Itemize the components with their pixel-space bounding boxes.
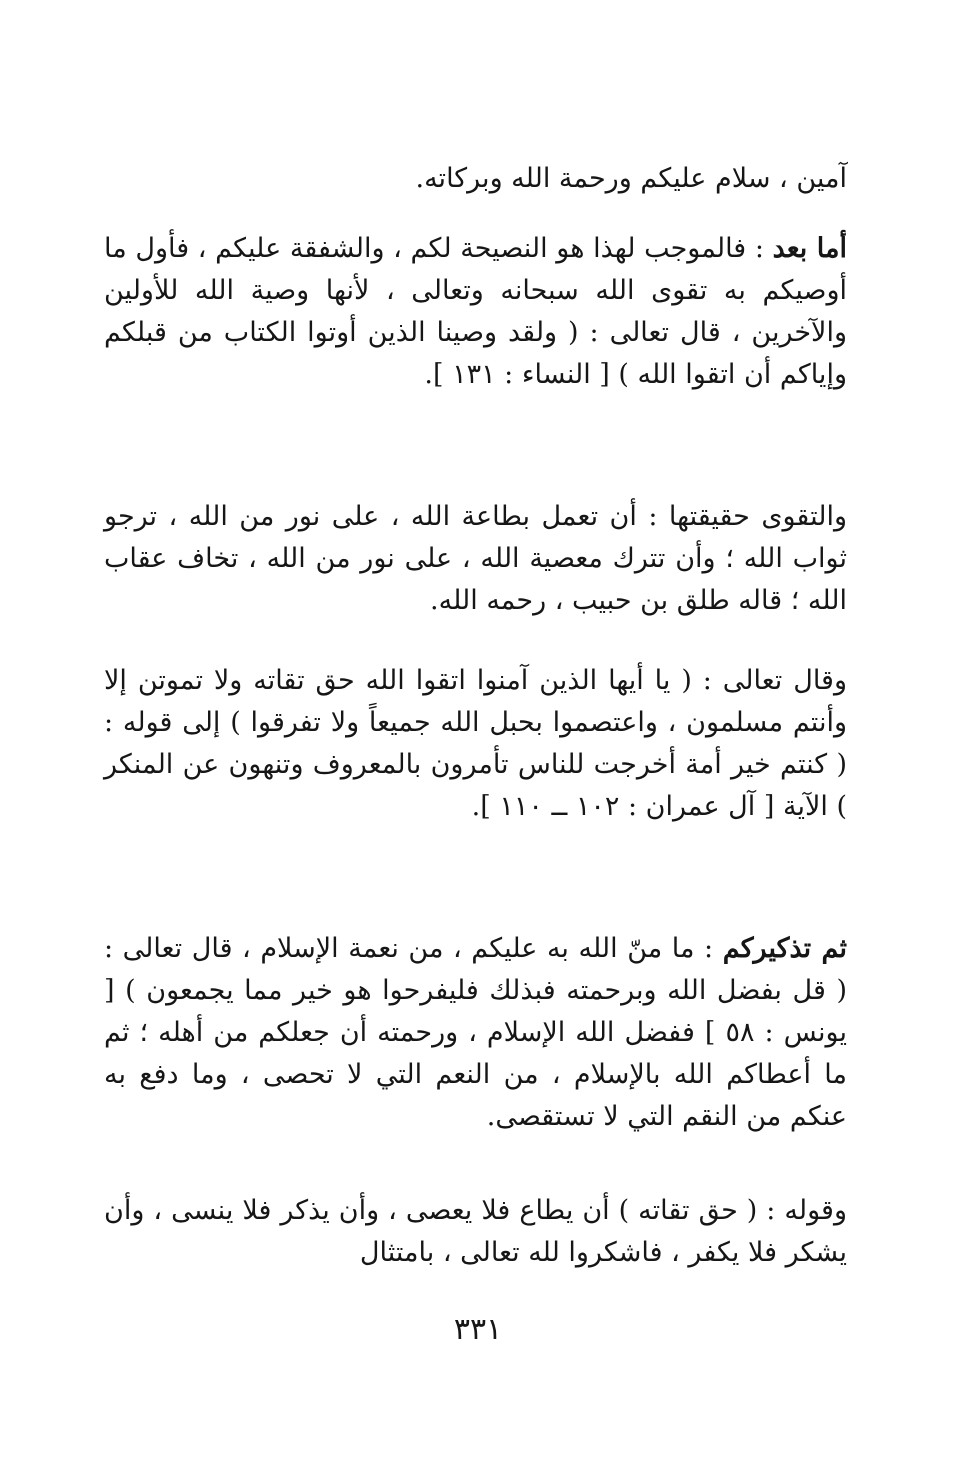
paragraph-text: : ما منّ الله به عليكم ، من نعمة الإسلام ، قال تعالى : ( قل بفضل الله وبرحمته فبذلك فليفرحوا هو خير مما يجمعون ) [ يونس : ٥٨ ] ففضل الله الإسلام ، ورحمته أن جعلكم من أهله ؛ ثم ما أعطاكم الله بالإسلام ، من النعم التي لا تحصى ، وما دفع به عنكم من النقم التي لا تستقصى. [104,933,847,1132]
paragraph-text: وقال تعالى : ( يا أيها الذين آمنوا اتقوا الله حق تقاته ولا تموتن إلا وأنتم مسلمون ، واعتصموا بحبل الله جميعاً ولا تفرقوا ) إلى قوله : ( كنتم خير أمة أخرجت للناس تأمرون بالمعروف وتنهون عن المنكر ) الآية [ آل عمران : ١٠٢ ــ ١١٠ ]. [104,665,847,822]
paragraph-tadhkir [104,928,847,1138]
paragraph-amma-bad [104,228,847,396]
paragraph-first [104,158,847,200]
paragraph-text: آمين ، سلام عليكم ورحمة الله وبركاته. [415,163,847,194]
paragraph-lead: أما بعد [772,233,847,264]
paragraph-text: وقوله : ( حق تقاته ) أن يطاع فلا يعصى ، وأن يذكر فلا ينسى ، وأن يشكر فلا يكفر ، فاشكروا لله تعالى ، بامتثال [104,1195,847,1268]
paragraph-aal-imran [104,660,847,828]
paragraph-text: والتقوى حقيقتها : أن تعمل بطاعة الله ، على نور من الله ، ترجو ثواب الله ؛ وأن تترك معصية الله ، على نور من الله ، تخاف عقاب الله ؛ قاله طلق بن حبيب ، رحمه الله. [104,501,847,616]
paragraph-lead: ثم تذكيركم [722,933,847,964]
paragraph-text: : فالموجب لهذا هو النصيحة لكم ، والشفقة عليكم ، فأول ما أوصيكم به تقوى الله سبحانه وتعالى ، لأنها وصية الله للأولين والآخرين ، قال تعالى : ( ولقد وصينا الذين أوتوا الكتاب من قبلكم وإياكم أن اتقوا الله ) [ النساء : ١٣١ ]. [104,233,847,390]
page-number: ٣٣١ [453,1312,503,1347]
paragraph-taqwa [104,496,847,622]
paragraph-haqq-tuqatih [104,1190,847,1274]
